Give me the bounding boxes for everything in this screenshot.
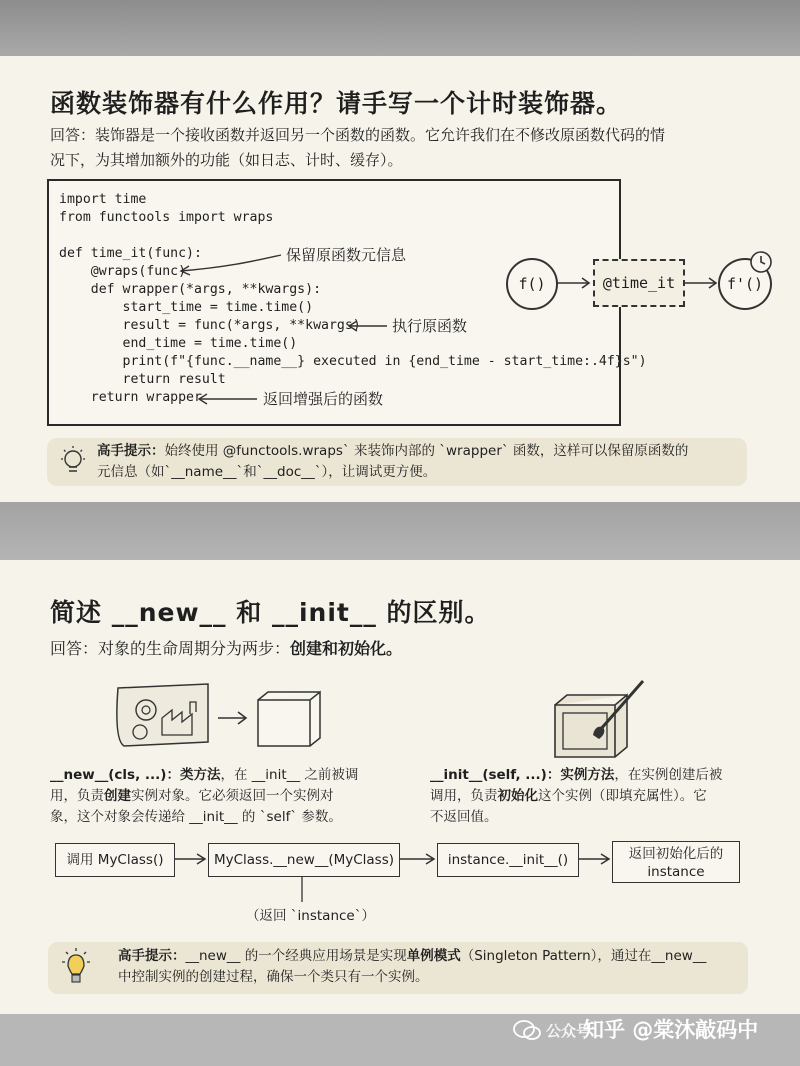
tip-text-a: __new__ 的一个经典应用场景是实现 — [185, 948, 407, 964]
arrow-right-icon — [683, 274, 723, 292]
tip-label: 高手提示： — [97, 443, 165, 459]
new-desc-line-3: 象，这个对象会传递给 __init__ 的 `self` 参数。 — [50, 809, 342, 825]
tip-bold: 单例模式 — [406, 948, 461, 964]
code-line: def wrapper(*args, **kwargs): — [59, 282, 322, 297]
flow-step-init: instance.__init__() — [437, 843, 579, 877]
answer-bold: 创建和初始化。 — [290, 639, 403, 658]
new-desc-b: 实例对象。它必须返回一个实例对 — [131, 788, 334, 804]
tip-text-b: （Singleton Pattern），通过在__new__ — [460, 948, 707, 964]
answer-line-1: 回答：装饰器是一个接收函数并返回另一个函数的函数。它允许我们在不修改原函数代码的情 — [50, 126, 666, 144]
init-desc-head-bold: 实例方法 — [560, 767, 615, 783]
answer-line-2: 况下，为其增加额外的功能（如日志、计时、缓存）。 — [50, 151, 403, 169]
watermark-left: 公众号 — [546, 1022, 592, 1040]
output-function-node: f'() — [718, 258, 772, 310]
new-desc-head: __new__(cls, ...)： — [50, 767, 180, 783]
init-desc-a: 调用，负责 — [430, 788, 498, 804]
code-line: from functools import wraps — [59, 210, 274, 225]
decorator-card — [0, 56, 800, 502]
tip-label: 高手提示： — [118, 948, 186, 964]
decorator-stamp — [593, 259, 685, 307]
flow-step-call: 调用 MyClass() — [55, 843, 175, 877]
init-desc-rest: ，在实例创建后被 — [614, 767, 723, 783]
answer-prefix: 回答：对象的生命周期分为两步： — [50, 639, 291, 658]
annotation-return: 返回增强后的函数 — [263, 390, 384, 408]
annotation-execute: 执行原函数 — [392, 317, 468, 335]
input-function-node: f() — [506, 258, 558, 310]
init-desc-bold: 初始化 — [497, 788, 538, 804]
decorator-label: @time_it — [602, 274, 676, 292]
init-desc-line-3: 不返回值。 — [430, 809, 498, 825]
tip-box — [47, 438, 747, 486]
new-desc-rest: ，在 __init__ 之前被调 — [220, 767, 359, 783]
clock-icon — [748, 249, 774, 275]
question-title: 函数装饰器有什么作用？请手写一个计时装饰器。 — [50, 89, 623, 118]
new-init-card — [0, 560, 800, 1014]
flow-return-line-1: 返回初始化后的 — [628, 846, 724, 862]
new-desc-head-bold: 类方法 — [179, 767, 221, 783]
code-line: result = func(*args, **kwargs) — [59, 318, 361, 333]
tip-line-2: 中控制实例的创建过程，确保一个类只有一个实例。 — [118, 969, 429, 985]
arrow-right-icon — [554, 274, 594, 292]
code-line: def time_it(func): — [59, 246, 202, 261]
code-line: @wraps(func) — [59, 264, 187, 279]
flow-return-note: （返回 `instance`） — [246, 908, 375, 924]
new-desc-bold: 创建 — [104, 788, 131, 804]
question-title: 简述 __new__ 和 __init__ 的区别。 — [50, 598, 491, 627]
annotation-wraps: 保留原函数元信息 — [286, 246, 407, 264]
code-line: return wrapper — [59, 390, 202, 405]
lightbulb-icon — [58, 944, 94, 992]
new-desc-a: 用，负责 — [50, 788, 104, 804]
tip-line-2: 元信息（如`__name__`和`__doc__`），让调试更方便。 — [97, 464, 437, 480]
code-line: end_time = time.time() — [59, 336, 298, 351]
flow-return-line-2: instance — [647, 864, 705, 880]
middle-band — [0, 502, 800, 560]
tip-line-1 — [97, 441, 688, 462]
tip-text: 始终使用 @functools.wraps` 来装饰内部的 `wrapper` 函数，这样可以保留原函数的 — [164, 443, 689, 459]
lightbulb-icon — [57, 444, 89, 480]
init-desc-head: __init__(self, ...)： — [430, 767, 561, 783]
tip-box — [48, 942, 748, 994]
code-line: return result — [59, 372, 226, 387]
top-band — [0, 0, 800, 56]
code-line: import time — [59, 192, 147, 207]
tip-line-1 — [118, 946, 706, 967]
flow-step-new: MyClass.__new__(MyClass) — [208, 843, 400, 877]
code-line: print(f"{func.__name__} executed in {end_time - start_time:.4f}s") — [59, 354, 647, 369]
init-desc-b: 这个实例（即填充属性）。它 — [538, 788, 707, 804]
wechat-icon — [512, 1018, 542, 1042]
code-line: start_time = time.time() — [59, 300, 314, 315]
watermark-right: 知乎 @棠沐敲码中 — [583, 1018, 759, 1042]
